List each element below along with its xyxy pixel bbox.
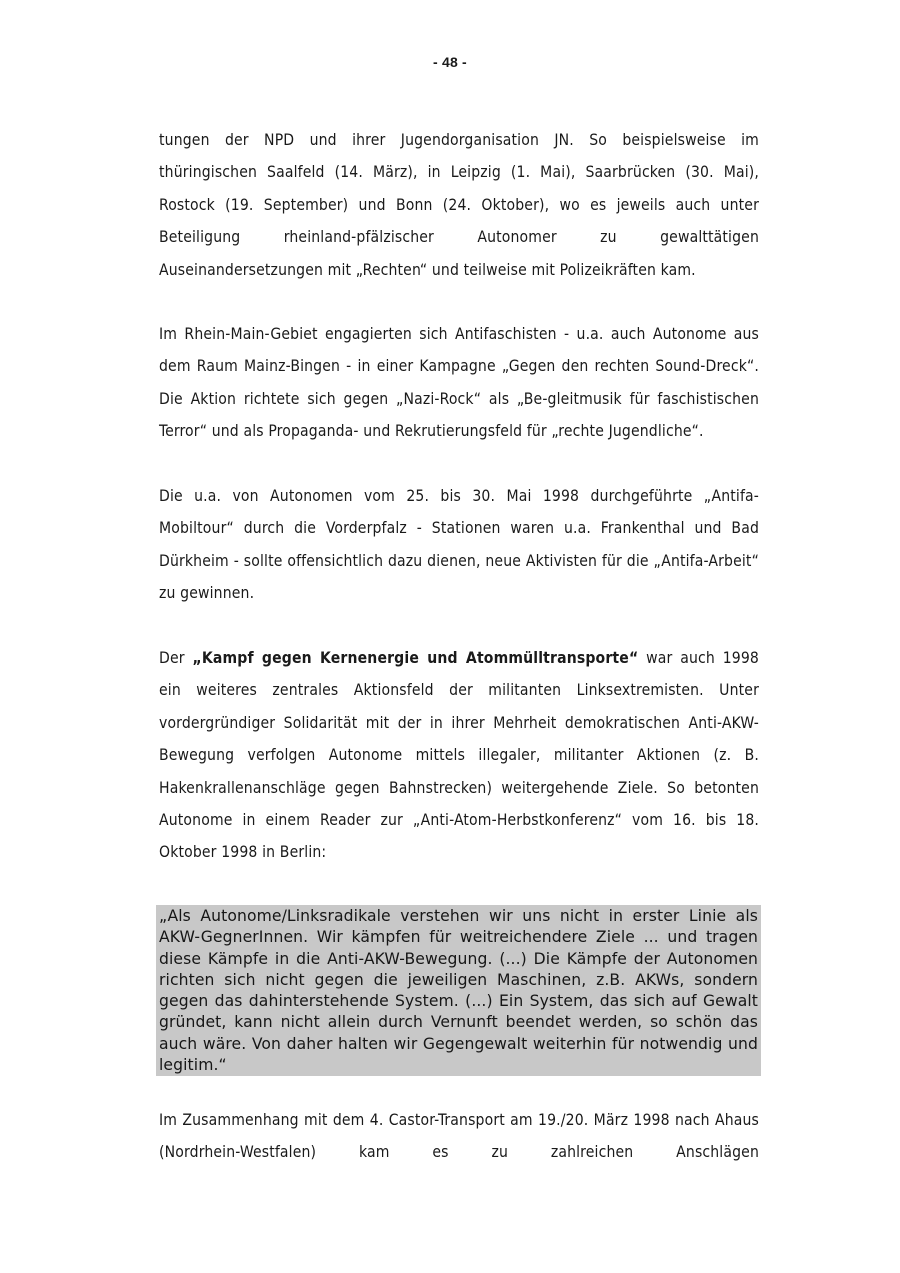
paragraph-text: tungen der NPD und ihrer Jugendorganisation JN. So beispielsweise im thüringischen Saalfeld (14. März), in Leipzig (1. Mai), Saarbrücken (30. Mai), Rostock (19. September) und Bonn (24. Oktober), wo es jeweils auch unter Beteiligung rheinland-pfälzischer Autonomer zu gewalttätigen Auseinandersetzungen mit „Rechten“ und teilweise mit Polizeikräften kam. [159,131,759,279]
paragraph-castor-transport [159,1104,759,1169]
paragraph-rhein-main-campaign [159,318,759,448]
block-quote [156,905,761,1076]
paragraph-kernenergie [159,642,759,869]
paragraph-text [159,642,759,869]
paragraph-text: Im Zusammenhang mit dem 4. Castor-Transport am 19./20. März 1998 nach Ahaus (Nordrhein-Westfalen) kam es zu zahlreichen Anschlägen [159,1111,759,1162]
bold-heading-phrase: „Kampf gegen Kernenergie und Atommülltransporte“ [192,649,639,667]
paragraph-antifa-mobiltour [159,480,759,610]
paragraph-text: Die u.a. von Autonomen vom 25. bis 30. Mai 1998 durchgeführte „Antifa-Mobiltour“ durch die Vorderpfalz - Stationen waren u.a. Frankenthal und Bad Dürkheim - sollte offensichtlich dazu dienen, neue Aktivisten für die „Antifa-Arbeit“ zu gewinnen. [159,487,759,603]
paragraph-prefix: Der [159,649,193,667]
paragraph-body: war auch 1998 ein weiteres zentrales Aktionsfeld der militanten Linksextremisten. Unter vordergründiger Solidarität mit der in ihrer Mehrheit demokratischen Anti-AKW-Bewegung verfolgen Autonome mittels illegaler, militanter Aktionen (z. B. Hakenkrallenanschläge gegen Bahnstrecken) weitergehende Ziele. So betonten Autonome in einem Reader zur „Anti-Atom-Herbstkonferenz“ vom 16. bis 18. Oktober 1998 in Berlin: [159,649,759,862]
paragraph-npd-events [159,124,759,286]
page-number: - 48 - [433,54,467,70]
paragraph-text: Im Rhein-Main-Gebiet engagierten sich Antifaschisten - u.a. auch Autonome aus dem Raum Mainz-Bingen - in einer Kampagne „Gegen den rechten Sound-Dreck“. Die Aktion richtete sich gegen „Nazi-Rock“ als „Be-gleitmusik für faschistischen Terror“ und als Propaganda- und Rekrutierungsfeld für „rechte Jugendliche“. [159,325,759,441]
quote-text: „Als Autonome/Linksradikale verstehen wir uns nicht in erster Linie als AKW-GegnerInnen. Wir kämpfen für weitreichendere Ziele ... und tragen diese Kämpfe in die Anti-AKW-Bewegung. (...) Die Kämpfe der Autonomen richten sich nicht gegen die jeweiligen Maschinen, z.B. AKWs, sondern gegen das dahinterstehende System. (...) Ein System, das sich auf Gewalt gründet, kann nicht allein durch Vernunft beendet werden, so schön das auch wäre. Von daher halten wir Gegengewalt weiterhin für notwendig und legitim.“ [159,907,758,1075]
